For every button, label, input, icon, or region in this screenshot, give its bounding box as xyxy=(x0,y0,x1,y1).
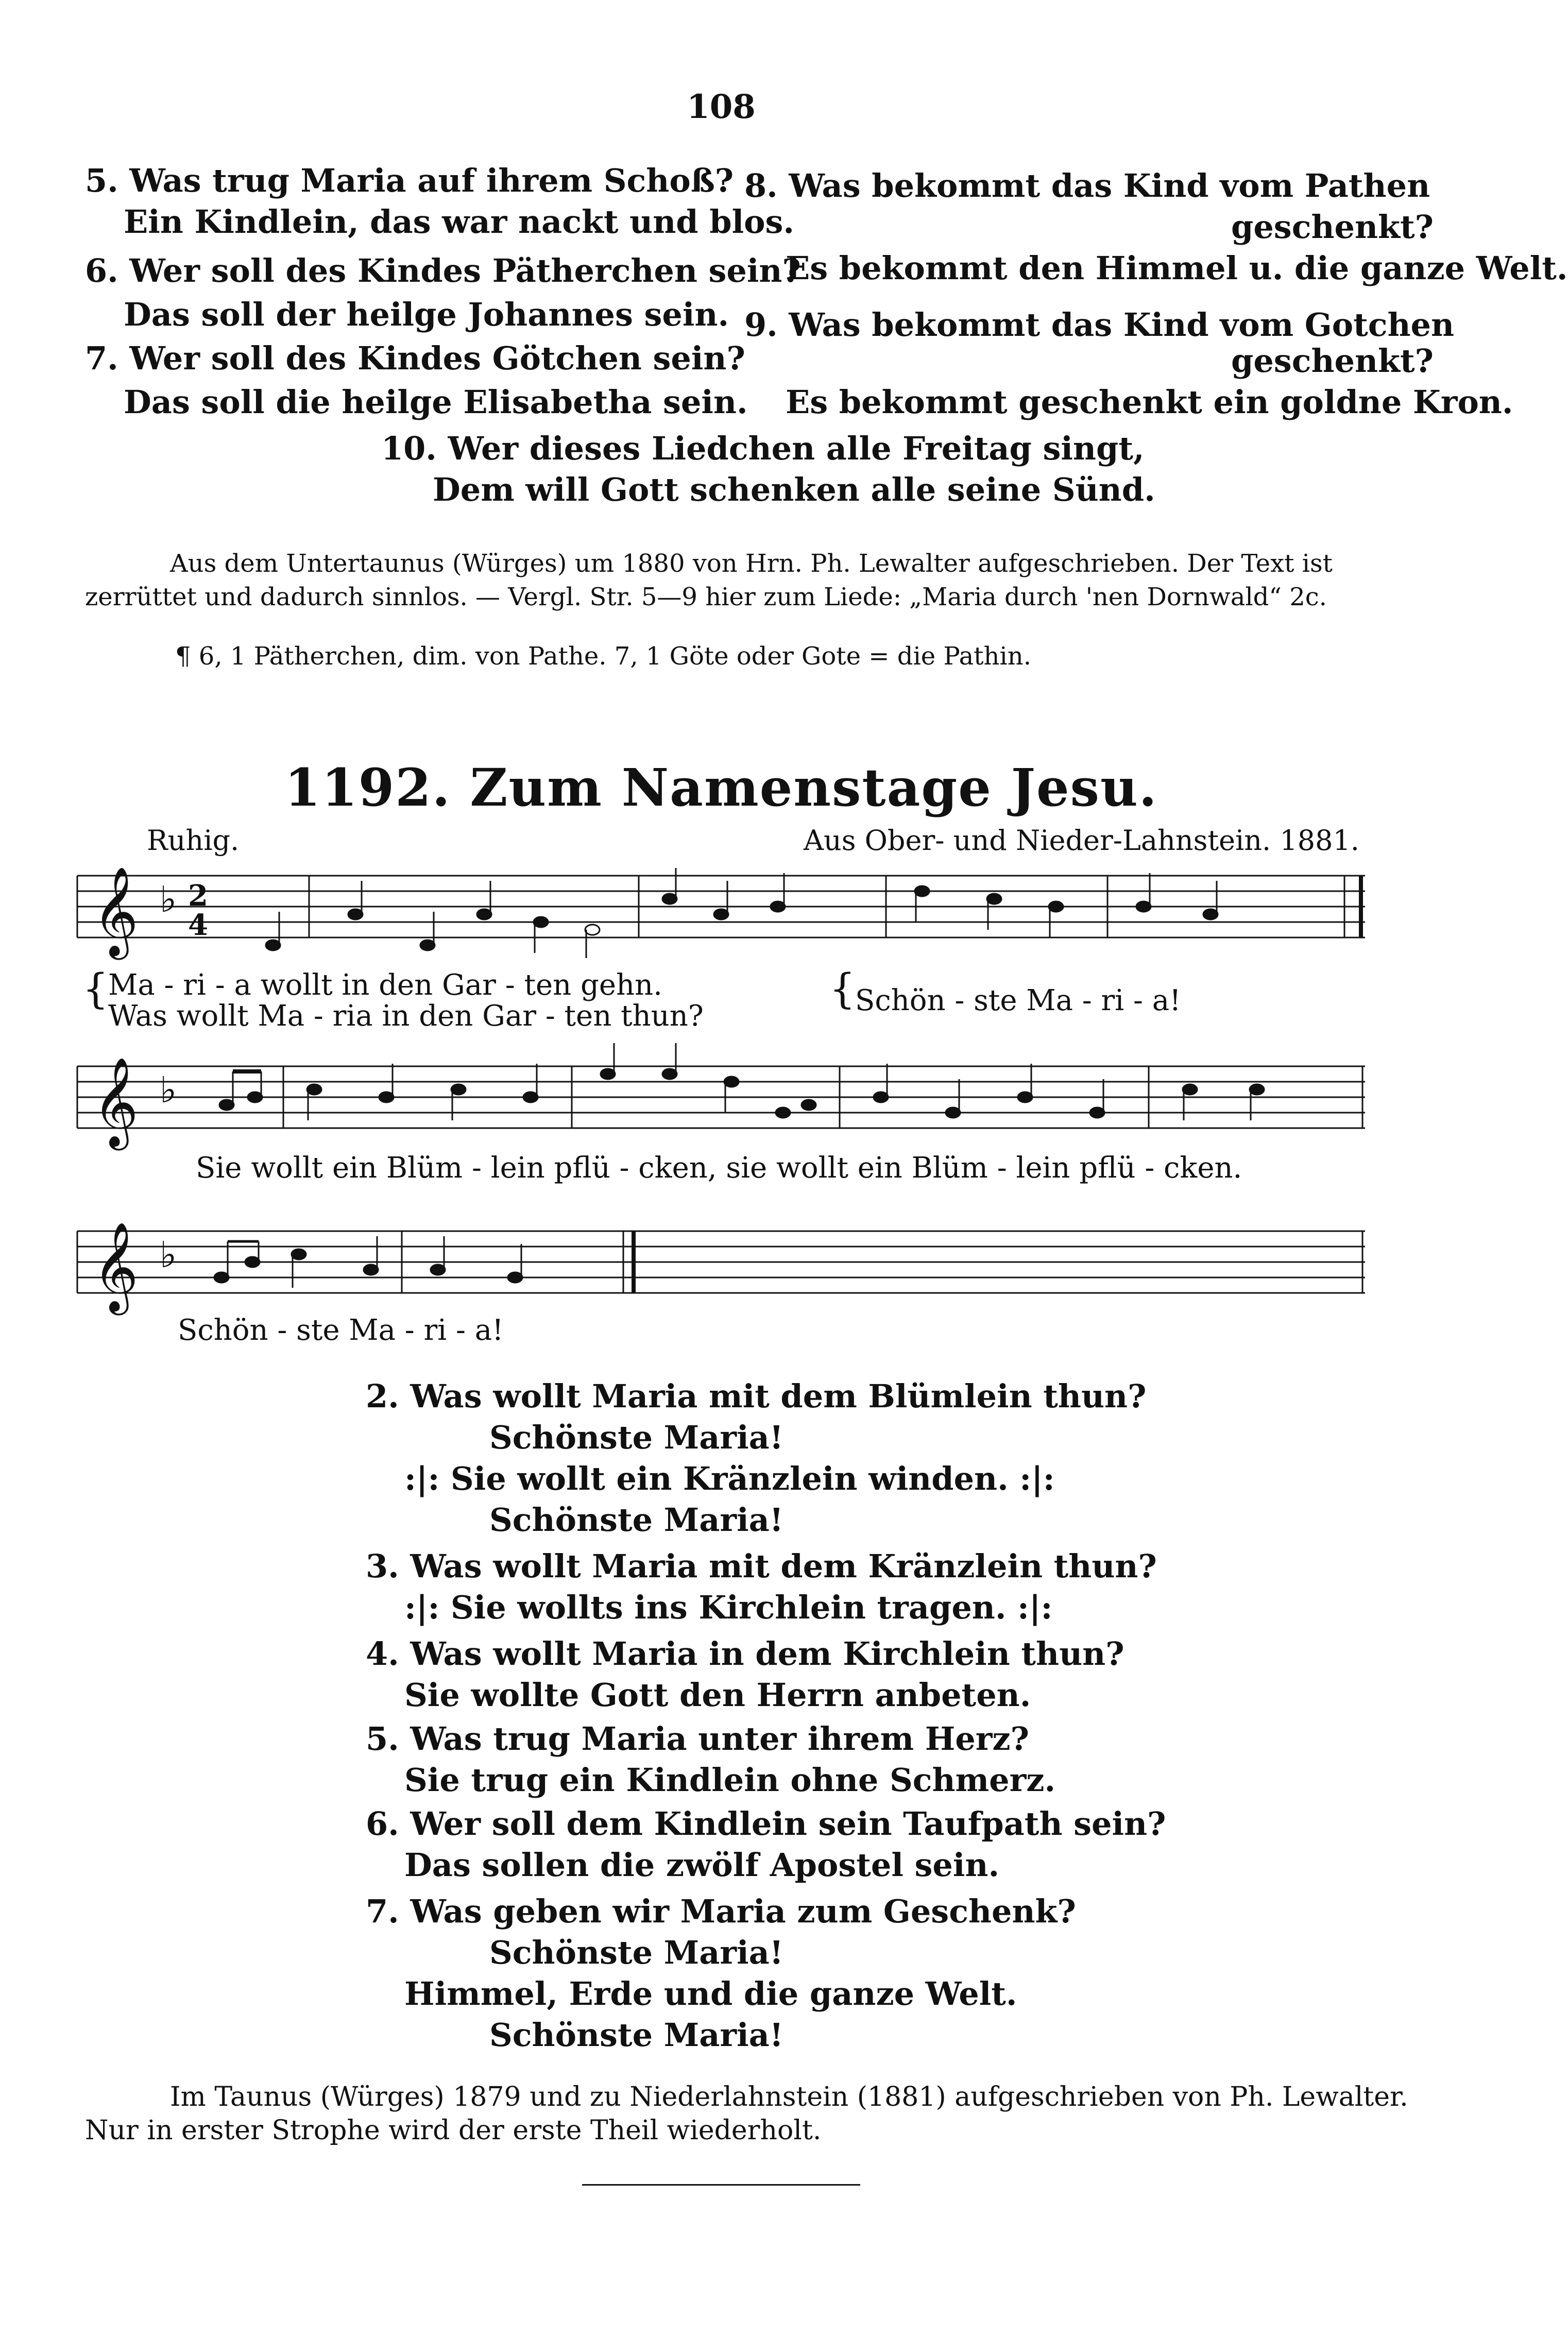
notes xyxy=(266,868,1218,958)
lyrics-row1-a: Ma - ri - a wollt in den Gar - ten gehn. xyxy=(108,968,662,1002)
verse-line: 4. Was wollt Maria in dem Kirchlein thun? xyxy=(366,1635,1124,1673)
source-note-line: Im Taunus (Würges) 1879 und zu Niederlahnstein (1881) aufgeschrieben von Ph. Lewalter. xyxy=(170,2082,1408,2112)
verse-line: Schönste Maria! xyxy=(489,1501,784,1539)
verse-line: :|: Sie wollt ein Kränzlein winden. :|: xyxy=(404,1460,1055,1497)
verse-line: Himmel, Erde und die ganze Welt. xyxy=(404,1975,1017,2013)
page-number: 108 xyxy=(687,88,756,126)
time-signature-top: 2 xyxy=(188,879,208,913)
lyrics-row1-b: Was wollt Ma - ria in den Gar - ten thun? xyxy=(108,999,704,1033)
treble-clef-icon: 𝄞 xyxy=(93,866,139,956)
tempo-marking: Ruhig. xyxy=(147,824,240,857)
verse-line: :|: Sie wollts ins Kirchlein tragen. :|: xyxy=(404,1589,1053,1626)
verse-line: Sie trug ein Kindlein ohne Schmerz. xyxy=(404,1761,1056,1799)
source-note-line: zerrüttet und dadurch sinnlos. — Vergl. Str. 5—9 hier zum Liede: „Maria durch 'nen Dornwald“ 2c. xyxy=(85,583,1327,611)
verse-line: 2. Was wollt Maria mit dem Blümlein thun? xyxy=(366,1377,1147,1415)
verse-line: 9. Was bekommt das Kind vom Gotchen xyxy=(744,306,1455,344)
time-signature-bottom: 4 xyxy=(188,908,208,942)
source-note-line: Aus dem Untertaunus (Würges) um 1880 von Hrn. Ph. Lewalter aufgeschrieben. Der Text ist xyxy=(170,549,1333,578)
lyrics-row2: Sie wollt ein Blüm - lein pflü - cken, sie wollt ein Blüm - lein pflü - cken. xyxy=(196,1151,1242,1185)
verse-line: 7. Was geben wir Maria zum Geschenk? xyxy=(366,1893,1076,1930)
verse-line: Schönste Maria! xyxy=(489,2016,784,2054)
music-staff-1 xyxy=(77,865,1365,968)
lyrics-row1-refrain: Schön - ste Ma - ri - a! xyxy=(855,984,1181,1017)
verse-line: Das soll der heilge Johannes sein. xyxy=(124,296,729,333)
brace-icon: { xyxy=(829,965,856,1013)
verse-10-line2: Dem will Gott schenken alle seine Sünd. xyxy=(433,471,1155,508)
verse-line: Schönste Maria! xyxy=(489,1934,784,1971)
music-staff-3 xyxy=(77,1221,1365,1324)
svg-text:♭: ♭ xyxy=(160,1069,177,1111)
treble-clef-icon: 𝄞 xyxy=(93,1222,139,1311)
verse-10-line1: 10. Wer dieses Liedchen alle Freitag singt, xyxy=(381,430,1145,467)
verse-line: geschenkt? xyxy=(1231,208,1434,246)
verse-line: Es bekommt geschenkt ein goldne Kron. xyxy=(786,383,1513,421)
source-note-line: Nur in erster Strophe wird der erste Theil wiederholt. xyxy=(85,2115,822,2146)
verse-line: Ein Kindlein, das war nackt und blos. xyxy=(124,203,794,241)
verse-line: Sie wollte Gott den Herrn anbeten. xyxy=(404,1676,1031,1714)
origin-note: Aus Ober- und Nieder-Lahnstein. 1881. xyxy=(804,824,1359,857)
verse-line: 5. Was trug Maria unter ihrem Herz? xyxy=(366,1720,1029,1758)
treble-clef-icon: 𝄞 xyxy=(93,1057,139,1147)
lyrics-row3: Schön - ste Ma - ri - a! xyxy=(178,1314,504,1347)
divider xyxy=(582,2184,860,2186)
verse-line: Das sollen die zwölf Apostel sein. xyxy=(404,1846,1000,1884)
verse-line: 6. Wer soll des Kindes Pätherchen sein? xyxy=(85,252,801,289)
song-title: 1192. Zum Namenstage Jesu. xyxy=(284,757,1158,818)
verse-line: Das soll die heilge Elisabetha sein. xyxy=(124,383,748,421)
verse-line: 6. Wer soll dem Kindlein sein Taufpath sein? xyxy=(366,1805,1166,1843)
verse-line: 8. Was bekommt das Kind vom Pathen xyxy=(744,167,1430,204)
verse-line: geschenkt? xyxy=(1231,342,1434,380)
verse-line: Schönste Maria! xyxy=(489,1419,784,1456)
verse-line: 5. Was trug Maria auf ihrem Schoß? xyxy=(85,162,734,199)
verse-line: 3. Was wollt Maria mit dem Kränzlein thun? xyxy=(366,1547,1157,1585)
svg-text:♭: ♭ xyxy=(160,1234,177,1276)
music-staff-2 xyxy=(77,1056,1365,1159)
svg-text:♭: ♭ xyxy=(160,878,177,921)
brace-icon: { xyxy=(82,965,109,1013)
verse-line: 7. Wer soll des Kindes Götchen sein? xyxy=(85,339,745,377)
verse-line: Es bekommt den Himmel u. die ganze Welt. xyxy=(786,249,1568,287)
footnote: ¶ 6, 1 Pätherchen, dim. von Pathe. 7, 1 Göte oder Gote = die Pathin. xyxy=(175,642,1031,671)
